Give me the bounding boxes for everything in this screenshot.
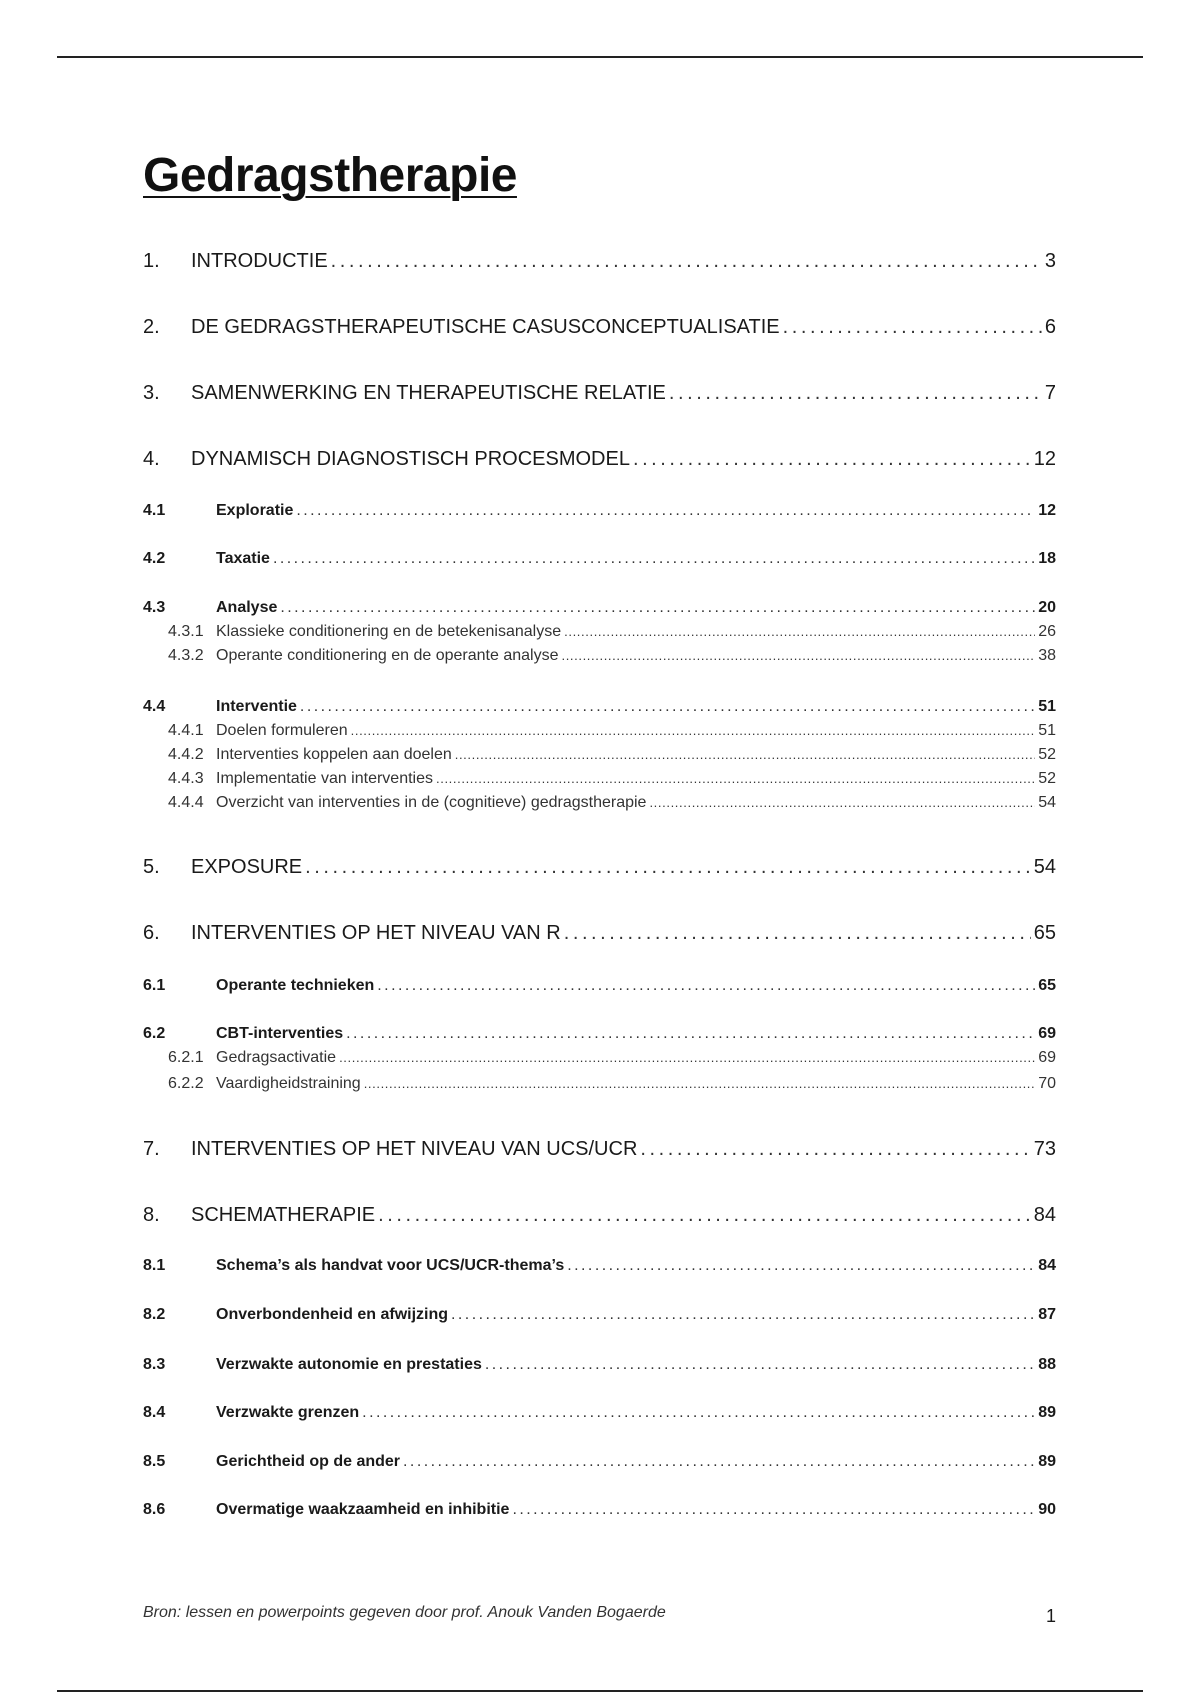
toc-dot-leader bbox=[564, 922, 1031, 945]
toc-entry[interactable] bbox=[143, 448, 1056, 471]
toc-entry[interactable] bbox=[143, 382, 1056, 405]
toc-entry-page: 88 bbox=[1038, 1356, 1056, 1373]
toc-entry-page: 73 bbox=[1033, 1138, 1056, 1160]
toc-entry-number: 4.4.4 bbox=[168, 794, 204, 811]
toc-entry[interactable] bbox=[143, 922, 1056, 945]
toc-entry[interactable] bbox=[143, 856, 1056, 879]
toc-entry-page: 52 bbox=[1038, 770, 1056, 787]
toc-entry-page: 90 bbox=[1038, 1501, 1056, 1518]
toc-dot-leader bbox=[485, 1356, 1035, 1374]
toc-dot-leader bbox=[512, 1501, 1035, 1519]
toc-entry-label: Taxatie bbox=[216, 550, 270, 567]
document-title: Gedragstherapie bbox=[143, 149, 517, 202]
toc-entry-label: Klassieke conditionering en de betekenisanalyse bbox=[216, 623, 562, 640]
toc-dot-leader bbox=[783, 316, 1042, 339]
toc-dot-leader bbox=[436, 771, 1035, 786]
toc-entry-page: 54 bbox=[1033, 856, 1056, 878]
toc-entry[interactable] bbox=[143, 1404, 1056, 1422]
footer-page-number: 1 bbox=[1045, 1606, 1056, 1626]
toc-entry[interactable] bbox=[143, 1204, 1056, 1227]
toc-entry-number: 5. bbox=[143, 856, 160, 878]
toc-entry-label: DE GEDRAGSTHERAPEUTISCHE CASUSCONCEPTUALISATIE bbox=[191, 316, 780, 338]
toc-dot-leader bbox=[296, 502, 1035, 520]
toc-entry-number: 8.2 bbox=[143, 1306, 166, 1323]
toc-dot-leader bbox=[305, 856, 1031, 879]
toc-dot-leader bbox=[633, 448, 1031, 471]
toc-dot-leader bbox=[451, 1306, 1035, 1324]
toc-entry-page: 65 bbox=[1033, 922, 1056, 944]
toc-entry[interactable] bbox=[143, 1356, 1056, 1374]
toc-entry-label: Vaardigheidstraining bbox=[216, 1075, 361, 1092]
toc-dot-leader bbox=[564, 624, 1035, 639]
toc-dot-leader bbox=[640, 1138, 1030, 1161]
toc-entry-number: 8.3 bbox=[143, 1356, 166, 1373]
toc-dot-leader bbox=[669, 382, 1042, 405]
toc-entry-number: 4.4 bbox=[143, 698, 166, 715]
toc-entry-label: Exploratie bbox=[216, 502, 294, 519]
toc-entry-page: 38 bbox=[1038, 647, 1056, 664]
toc-entry-number: 4.3.1 bbox=[168, 623, 204, 640]
toc-entry-label: Overzicht van interventies in de (cognitieve) gedragstherapie bbox=[216, 794, 647, 811]
toc-entry[interactable] bbox=[143, 316, 1056, 339]
toc-entry-label: Schema’s als handvat voor UCS/UCR-thema’s bbox=[216, 1257, 565, 1274]
toc-entry[interactable] bbox=[143, 599, 1056, 617]
toc-entry-number: 8. bbox=[143, 1204, 160, 1226]
toc-entry-label: Interventie bbox=[216, 698, 297, 715]
toc-entry-label: Operante conditionering en de operante analyse bbox=[216, 647, 559, 664]
toc-entry[interactable] bbox=[143, 623, 1056, 641]
toc-entry-number: 4.4.2 bbox=[168, 746, 204, 763]
toc-entry-number: 6. bbox=[143, 922, 160, 944]
toc-entry[interactable] bbox=[143, 794, 1056, 812]
toc-entry-label: INTRODUCTIE bbox=[191, 250, 328, 272]
toc-entry[interactable] bbox=[143, 746, 1056, 764]
toc-entry-page: 69 bbox=[1038, 1025, 1056, 1042]
footer-rule bbox=[57, 1690, 1143, 1692]
toc-entry-label: Interventies koppelen aan doelen bbox=[216, 746, 452, 763]
toc-entry-label: Onverbondenheid en afwijzing bbox=[216, 1306, 449, 1323]
toc-dot-leader bbox=[280, 599, 1035, 617]
toc-entry[interactable] bbox=[143, 1049, 1056, 1067]
toc-entry-number: 4.3 bbox=[143, 599, 166, 616]
toc-entry-label: Operante technieken bbox=[216, 977, 375, 994]
toc-entry-number: 4. bbox=[143, 448, 160, 470]
toc-entry[interactable] bbox=[143, 1025, 1056, 1043]
toc-entry-page: 26 bbox=[1038, 623, 1056, 640]
toc-entry-number: 1. bbox=[143, 250, 160, 272]
toc-dot-leader bbox=[346, 1025, 1035, 1043]
toc-entry-page: 12 bbox=[1033, 448, 1056, 470]
toc-entry-label: INTERVENTIES OP HET NIVEAU VAN R bbox=[191, 922, 561, 944]
toc-entry-label: Verzwakte autonomie en prestaties bbox=[216, 1356, 482, 1373]
toc-entry-page: 18 bbox=[1038, 550, 1056, 567]
toc-entry-label: Verzwakte grenzen bbox=[216, 1404, 360, 1421]
toc-entry[interactable] bbox=[143, 698, 1056, 716]
toc-entry-label: EXPOSURE bbox=[191, 856, 303, 878]
toc-dot-leader bbox=[378, 1204, 1031, 1227]
toc-entry-page: 6 bbox=[1044, 316, 1056, 338]
toc-entry-page: 84 bbox=[1033, 1204, 1056, 1226]
toc-entry-number: 4.4.1 bbox=[168, 722, 204, 739]
toc-entry-label: CBT-interventies bbox=[216, 1025, 344, 1042]
toc-entry-page: 87 bbox=[1038, 1306, 1056, 1323]
toc-entry-number: 7. bbox=[143, 1138, 160, 1160]
toc-entry-page: 89 bbox=[1038, 1453, 1056, 1470]
toc-entry-label: SCHEMATHERAPIE bbox=[191, 1204, 376, 1226]
toc-entry-page: 51 bbox=[1038, 698, 1056, 715]
toc-entry[interactable] bbox=[143, 502, 1056, 520]
toc-entry-page: 65 bbox=[1038, 977, 1056, 994]
toc-entry[interactable] bbox=[143, 722, 1056, 740]
toc-dot-leader bbox=[300, 698, 1035, 716]
toc-entry-page: 12 bbox=[1038, 502, 1056, 519]
toc-dot-leader bbox=[364, 1076, 1036, 1091]
toc-entry-page: 7 bbox=[1044, 382, 1056, 404]
toc-entry-number: 4.2 bbox=[143, 550, 166, 567]
toc-entry-label: Implementatie van interventies bbox=[216, 770, 433, 787]
toc-entry[interactable] bbox=[143, 250, 1056, 273]
toc-entry-page: 3 bbox=[1044, 250, 1056, 272]
toc-entry-label: Gerichtheid op de ander bbox=[216, 1453, 401, 1470]
toc-dot-leader bbox=[561, 648, 1035, 663]
toc-entry[interactable] bbox=[143, 1453, 1056, 1471]
toc-entry-number: 4.4.3 bbox=[168, 770, 204, 787]
toc-dot-leader bbox=[331, 250, 1042, 273]
toc-entry-page: 84 bbox=[1038, 1257, 1056, 1274]
toc-entry-label: Gedragsactivatie bbox=[216, 1049, 337, 1066]
toc-entry[interactable] bbox=[143, 977, 1056, 995]
toc-entry[interactable] bbox=[143, 1257, 1056, 1275]
toc-entry-number: 4.3.2 bbox=[168, 647, 204, 664]
footer-source: Bron: lessen en powerpoints gegeven door prof. Anouk Vanden Bogaerde bbox=[143, 1604, 666, 1621]
toc-entry-label: SAMENWERKING EN THERAPEUTISCHE RELATIE bbox=[191, 382, 666, 404]
toc-entry-page: 54 bbox=[1038, 794, 1056, 811]
toc-dot-leader bbox=[455, 747, 1035, 762]
toc-entry-page: 89 bbox=[1038, 1404, 1056, 1421]
toc-entry-page: 70 bbox=[1038, 1075, 1056, 1092]
toc-entry[interactable] bbox=[143, 550, 1056, 568]
toc-entry-number: 2. bbox=[143, 316, 160, 338]
toc-entry-label: Analyse bbox=[216, 599, 278, 616]
toc-dot-leader bbox=[403, 1453, 1035, 1471]
toc-entry-label: DYNAMISCH DIAGNOSTISCH PROCESMODEL bbox=[191, 448, 630, 470]
toc-dot-leader bbox=[362, 1404, 1035, 1422]
toc-entry-label: Doelen formuleren bbox=[216, 722, 348, 739]
toc-entry-page: 51 bbox=[1038, 722, 1056, 739]
toc-entry[interactable] bbox=[143, 647, 1056, 665]
toc-dot-leader bbox=[377, 977, 1035, 995]
toc-entry-number: 8.6 bbox=[143, 1501, 166, 1518]
toc-entry-number: 4.1 bbox=[143, 502, 166, 519]
toc-dot-leader bbox=[649, 795, 1035, 810]
toc-entry[interactable] bbox=[143, 1501, 1056, 1519]
toc-entry-number: 8.1 bbox=[143, 1257, 166, 1274]
toc-entry-number: 6.2.2 bbox=[168, 1075, 204, 1092]
toc-entry-number: 3. bbox=[143, 382, 160, 404]
toc-entry-number: 8.4 bbox=[143, 1404, 166, 1421]
toc-entry-label: INTERVENTIES OP HET NIVEAU VAN UCS/UCR bbox=[191, 1138, 638, 1160]
toc-dot-leader bbox=[273, 550, 1035, 568]
header-rule bbox=[57, 56, 1143, 58]
toc-dot-leader bbox=[567, 1257, 1035, 1275]
toc-entry-page: 20 bbox=[1038, 599, 1056, 616]
toc-entry-number: 6.2 bbox=[143, 1025, 166, 1042]
toc-dot-leader bbox=[351, 723, 1036, 738]
toc-entry-page: 52 bbox=[1038, 746, 1056, 763]
toc-entry[interactable] bbox=[143, 1075, 1056, 1093]
toc-entry[interactable] bbox=[143, 1306, 1056, 1324]
toc-entry-number: 6.2.1 bbox=[168, 1049, 204, 1066]
toc-entry-label: Overmatige waakzaamheid en inhibitie bbox=[216, 1501, 510, 1518]
toc-entry-page: 69 bbox=[1038, 1049, 1056, 1066]
toc-entry-number: 6.1 bbox=[143, 977, 166, 994]
toc-entry[interactable] bbox=[143, 770, 1056, 788]
toc-entry[interactable] bbox=[143, 1138, 1056, 1161]
toc-entry-number: 8.5 bbox=[143, 1453, 166, 1470]
toc-dot-leader bbox=[339, 1050, 1035, 1065]
